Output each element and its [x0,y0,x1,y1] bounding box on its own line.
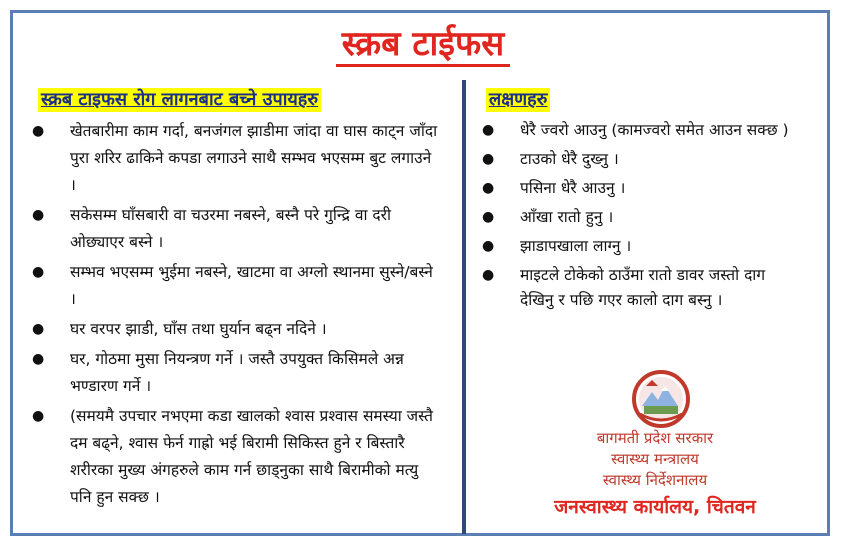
bullet-icon: ● [32,123,45,139]
symptoms-list [482,118,802,317]
poster-title-block [0,22,846,66]
prevention-item-text: सम्भव भएसम्म भुईमा नबस्ने, खाटमा वा अग्लो स्थानमा सुस्ने/बस्ने । [70,263,433,308]
prevention-heading: स्क्रब टाइफस रोग लागनबाट बच्ने उपायहरु [38,88,321,112]
prevention-item [32,316,442,343]
poster-title: स्क्रब टाईफस [336,24,510,67]
symptom-item-text: झाडापखाला लाग्नु । [520,237,632,255]
prevention-item-text: सकेसम्म घाँसबारी वा चउरमा नबस्ने, बस्नै परे गुन्द्रि वा दरी ओछ्याएर बस्ने । [70,206,391,251]
bullet-icon: ● [32,351,45,367]
symptom-item-text: धेरै ज्वरो आउनु (कामज्वरो समेत आउन सक्छ ) [520,121,789,139]
bullet-icon: ● [32,207,45,223]
symptom-item-text: माइटले टोकेको ठाउँमा रातो डावर जस्तो दाग देखिनु र पछि गएर कालो दाग बस्नु । [520,266,766,309]
office-line-government: बागमती प्रदेश सरकार [596,429,714,447]
prevention-item-text: खेतबारीमा काम गर्दा, बनजंगल झाडीमा जांदा वा घास काट्न जाँदा पुरा शरिर ढाकिने कपडा लगाउने साथै सम्भव भएसम्म बुट लगाउने । [70,122,438,194]
prevention-item [32,346,442,400]
office-line-directorate: स्वास्थ्य निर्देशनालय [602,471,708,489]
bullet-icon: ● [32,264,45,280]
symptom-item [482,147,802,172]
column-divider [462,80,466,534]
symptom-item [482,205,802,230]
bullet-icon: ● [32,408,45,424]
symptom-item-text: आँखा रातो हुनु । [520,208,614,226]
prevention-item [32,118,442,199]
nepal-government-emblem-icon [632,370,690,428]
bullet-icon: ● [482,209,495,225]
bullet-icon: ● [482,180,495,196]
symptoms-heading: लक्षणहरु [486,88,550,112]
symptom-item-text: टाउको धेरै दुख्नु । [520,150,619,168]
prevention-item [32,259,442,313]
prevention-item-text: घर, गोठमा मुसा नियन्त्रण गर्ने । जस्तै उपयुक्त किसिमले अन्न भण्डारण गर्ने । [70,350,404,395]
prevention-list [32,118,442,514]
bullet-icon: ● [482,151,495,167]
prevention-item-text: घर वरपर झाडी, घाँस तथा घुर्यान बढ्न नदिने । [70,320,327,338]
office-line-health-office: जनस्वास्थ्य कार्यालय, चितवन [554,496,756,518]
prevention-item-text: (समयमै उपचार नभएमा कडा खालको श्वास प्रश्वास समस्या जस्तै दम बढ्ने, श्वास फेर्न गाह्रो भई बिरामी सिकिस्त हुने र बिस्तारै शरीरका मुख्य अंगहरुले काम गर्न छाड्नुका साथै बिरामीको मत्यु पनि हुन सक्छ । [70,407,434,506]
office-block [480,428,830,491]
bullet-icon: ● [32,321,45,337]
symptom-item [482,118,802,143]
bullet-icon: ● [482,267,495,283]
office-line-ministry: स्वास्थ्य मन्त्रालय [611,450,699,468]
symptom-item [482,234,802,259]
prevention-item [32,202,442,256]
prevention-item [32,403,442,511]
symptom-item [482,263,802,313]
symptom-item-text: पसिना धेरै आउनु । [520,179,626,197]
symptom-item [482,176,802,201]
bullet-icon: ● [482,238,495,254]
bullet-icon: ● [482,122,495,138]
